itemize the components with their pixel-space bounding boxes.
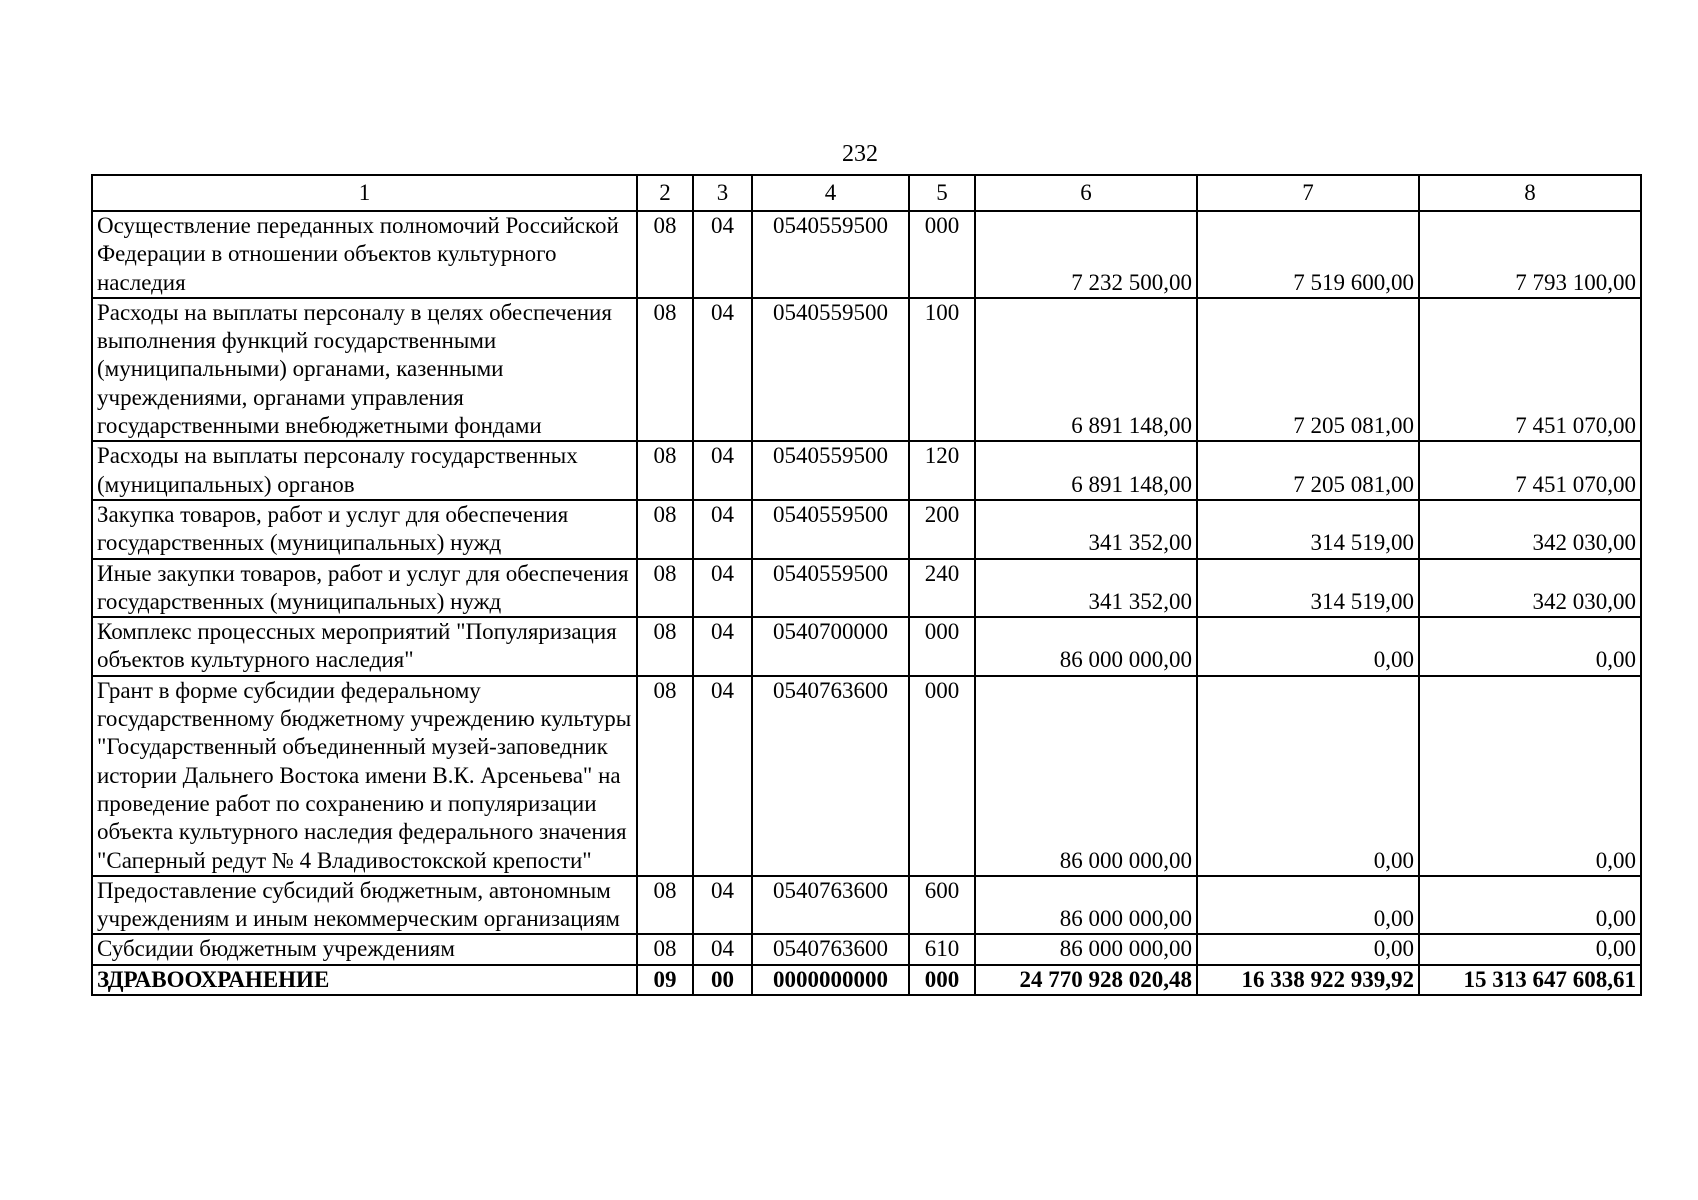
row-expense-type: 240 xyxy=(909,559,975,618)
row-amount-8: 0,00 xyxy=(1419,934,1641,964)
row-expense-type: 120 xyxy=(909,441,975,500)
row-subsection: 04 xyxy=(693,559,752,618)
row-expense-type: 200 xyxy=(909,500,975,559)
row-name: Субсидии бюджетным учреждениям xyxy=(92,934,637,964)
row-name: Грант в форме субсидии федеральному государственному бюджетному учреждению культуры "Государственный объединенный музей-заповедник истории Дальнего Востока имени В.К. Арсеньева" на проведение работ по сохранению и популяризации объекта культурного наследия федерального значения "Саперный редут № 4 Владивостокской крепости" xyxy=(92,676,637,876)
header-cell-5: 5 xyxy=(909,175,975,211)
row-name: ЗДРАВООХРАНЕНИЕ xyxy=(92,965,637,995)
row-amount-6: 86 000 000,00 xyxy=(975,617,1197,676)
row-section: 08 xyxy=(637,500,693,559)
row-amount-7: 314 519,00 xyxy=(1197,500,1419,559)
row-section: 08 xyxy=(637,676,693,876)
row-amount-7: 0,00 xyxy=(1197,876,1419,935)
row-name: Комплекс процессных мероприятий "Популяризация объектов культурного наследия" xyxy=(92,617,637,676)
row-target-code: 0540559500 xyxy=(752,441,909,500)
row-expense-type: 600 xyxy=(909,876,975,935)
row-name: Расходы на выплаты персоналу в целях обеспечения выполнения функций государственными (муниципальными) органами, казенными учреждениями, органами управления государственными внебюджетными фондами xyxy=(92,298,637,441)
row-amount-7: 7 205 081,00 xyxy=(1197,298,1419,441)
row-amount-8: 7 793 100,00 xyxy=(1419,211,1641,298)
row-amount-8: 342 030,00 xyxy=(1419,500,1641,559)
row-name: Расходы на выплаты персоналу государственных (муниципальных) органов xyxy=(92,441,637,500)
row-section: 08 xyxy=(637,211,693,298)
row-amount-8: 15 313 647 608,61 xyxy=(1419,965,1641,995)
table-row xyxy=(92,934,1641,964)
row-amount-7: 16 338 922 939,92 xyxy=(1197,965,1419,995)
row-expense-type: 000 xyxy=(909,676,975,876)
table-row xyxy=(92,298,1641,441)
row-name: Закупка товаров, работ и услуг для обеспечения государственных (муниципальных) нужд xyxy=(92,500,637,559)
row-amount-7: 0,00 xyxy=(1197,934,1419,964)
row-section: 09 xyxy=(637,965,693,995)
table-row xyxy=(92,559,1641,618)
page-number: 232 xyxy=(842,141,878,167)
row-amount-7: 0,00 xyxy=(1197,617,1419,676)
row-amount-6: 6 891 148,00 xyxy=(975,298,1197,441)
row-amount-8: 7 451 070,00 xyxy=(1419,298,1641,441)
budget-table xyxy=(91,174,1642,996)
row-amount-7: 0,00 xyxy=(1197,676,1419,876)
row-amount-8: 0,00 xyxy=(1419,676,1641,876)
row-subsection: 04 xyxy=(693,211,752,298)
row-subsection: 04 xyxy=(693,676,752,876)
row-amount-6: 341 352,00 xyxy=(975,500,1197,559)
row-subsection: 04 xyxy=(693,876,752,935)
row-name: Предоставление субсидий бюджетным, автономным учреждениям и иным некоммерческим организациям xyxy=(92,876,637,935)
row-amount-8: 7 451 070,00 xyxy=(1419,441,1641,500)
header-cell-6: 6 xyxy=(975,175,1197,211)
row-subsection: 04 xyxy=(693,617,752,676)
table-row xyxy=(92,441,1641,500)
table-header-row xyxy=(92,175,1641,211)
table-row-total xyxy=(92,965,1641,995)
row-target-code: 0540763600 xyxy=(752,876,909,935)
row-target-code: 0540559500 xyxy=(752,500,909,559)
row-target-code: 0540763600 xyxy=(752,676,909,876)
header-cell-3: 3 xyxy=(693,175,752,211)
header-cell-4: 4 xyxy=(752,175,909,211)
row-amount-8: 0,00 xyxy=(1419,876,1641,935)
row-amount-6: 86 000 000,00 xyxy=(975,876,1197,935)
header-cell-7: 7 xyxy=(1197,175,1419,211)
table-row xyxy=(92,676,1641,876)
row-name: Иные закупки товаров, работ и услуг для обеспечения государственных (муниципальных) нужд xyxy=(92,559,637,618)
table-row xyxy=(92,876,1641,935)
row-section: 08 xyxy=(637,934,693,964)
table-row xyxy=(92,500,1641,559)
row-expense-type: 100 xyxy=(909,298,975,441)
row-amount-6: 86 000 000,00 xyxy=(975,676,1197,876)
row-target-code: 0540763600 xyxy=(752,934,909,964)
row-amount-7: 314 519,00 xyxy=(1197,559,1419,618)
row-amount-6: 24 770 928 020,48 xyxy=(975,965,1197,995)
row-section: 08 xyxy=(637,876,693,935)
row-section: 08 xyxy=(637,441,693,500)
row-subsection: 04 xyxy=(693,298,752,441)
row-subsection: 04 xyxy=(693,441,752,500)
row-subsection: 00 xyxy=(693,965,752,995)
table-row xyxy=(92,211,1641,298)
row-expense-type: 610 xyxy=(909,934,975,964)
row-amount-6: 6 891 148,00 xyxy=(975,441,1197,500)
row-subsection: 04 xyxy=(693,500,752,559)
row-target-code: 0000000000 xyxy=(752,965,909,995)
row-amount-6: 341 352,00 xyxy=(975,559,1197,618)
table-body xyxy=(92,175,1641,995)
row-amount-8: 0,00 xyxy=(1419,617,1641,676)
row-target-code: 0540700000 xyxy=(752,617,909,676)
row-target-code: 0540559500 xyxy=(752,298,909,441)
row-expense-type: 000 xyxy=(909,617,975,676)
row-amount-8: 342 030,00 xyxy=(1419,559,1641,618)
row-target-code: 0540559500 xyxy=(752,211,909,298)
row-section: 08 xyxy=(637,617,693,676)
row-name: Осуществление переданных полномочий Российской Федерации в отношении объектов культурного наследия xyxy=(92,211,637,298)
row-section: 08 xyxy=(637,298,693,441)
header-cell-2: 2 xyxy=(637,175,693,211)
row-section: 08 xyxy=(637,559,693,618)
row-subsection: 04 xyxy=(693,934,752,964)
row-target-code: 0540559500 xyxy=(752,559,909,618)
row-amount-7: 7 205 081,00 xyxy=(1197,441,1419,500)
header-cell-8: 8 xyxy=(1419,175,1641,211)
row-amount-6: 7 232 500,00 xyxy=(975,211,1197,298)
row-amount-6: 86 000 000,00 xyxy=(975,934,1197,964)
table-row xyxy=(92,617,1641,676)
row-amount-7: 7 519 600,00 xyxy=(1197,211,1419,298)
header-cell-1: 1 xyxy=(92,175,637,211)
row-expense-type: 000 xyxy=(909,965,975,995)
row-expense-type: 000 xyxy=(909,211,975,298)
